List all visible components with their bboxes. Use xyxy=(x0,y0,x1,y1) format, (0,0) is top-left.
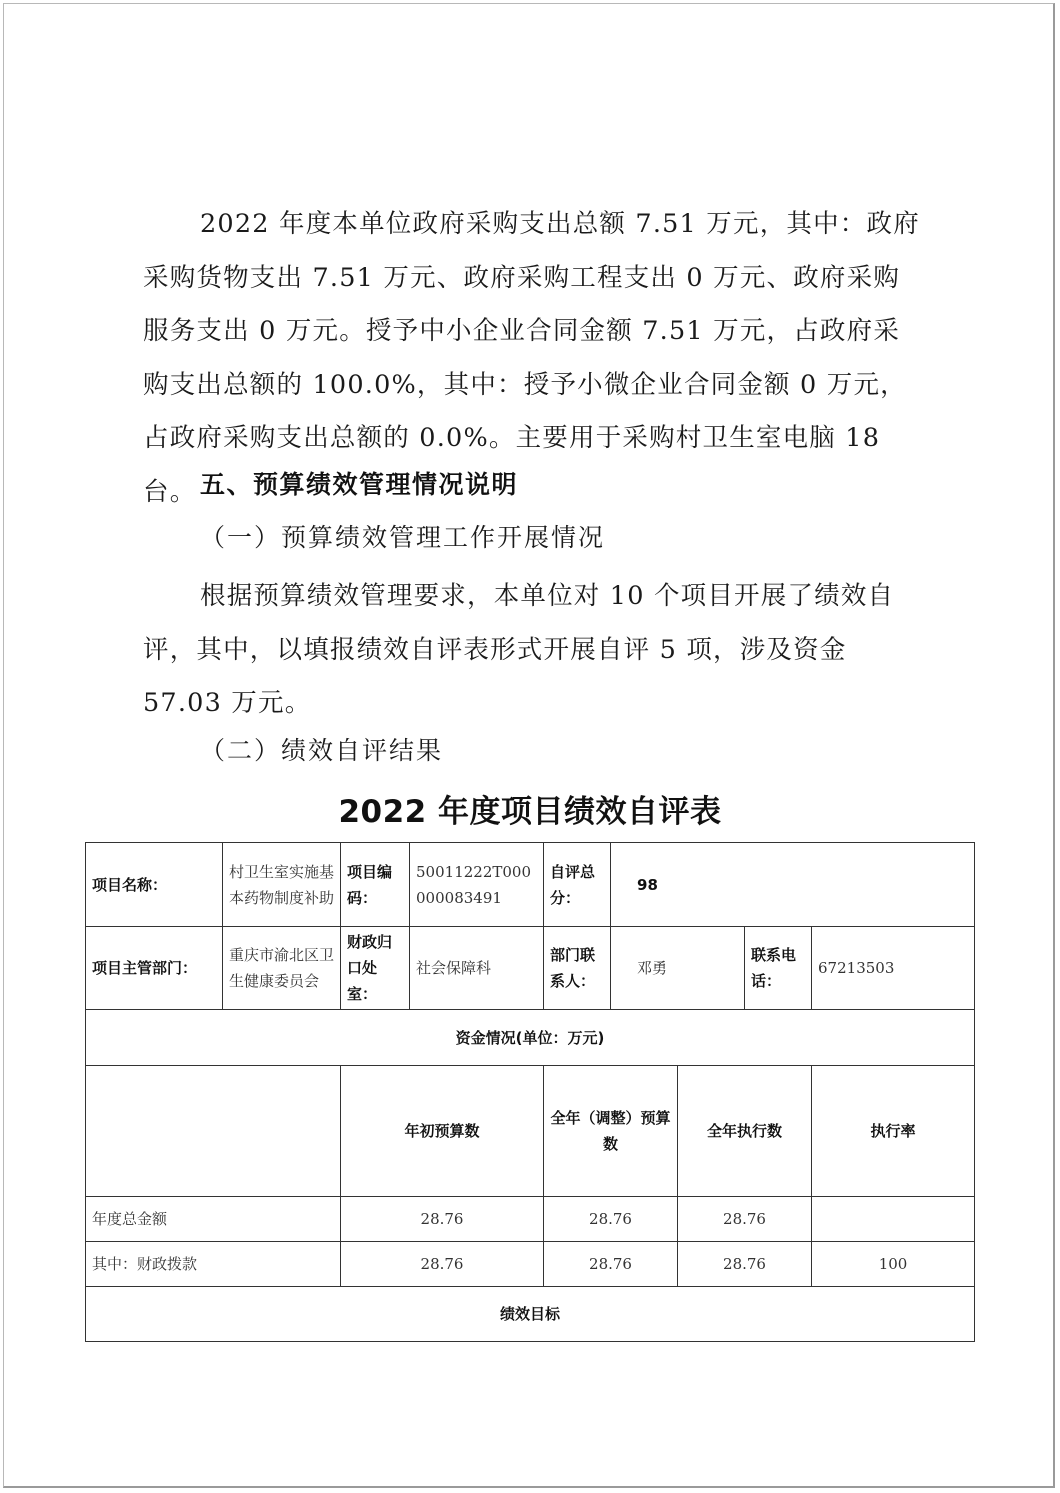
table-row xyxy=(86,1197,975,1242)
initial-budget-cell: 28.76 xyxy=(341,1242,544,1287)
project-name-value: 村卫生室实施基本药物制度补助 xyxy=(223,843,341,927)
dept-value: 重庆市渝北区卫生健康委员会 xyxy=(223,927,341,1010)
table-row xyxy=(86,843,975,927)
funds-heading: 资金情况(单位：万元) xyxy=(86,1010,975,1066)
contact-value: 邓勇 xyxy=(611,927,745,1010)
performance-table xyxy=(85,842,975,1342)
phone-label: 联系电话： xyxy=(745,927,812,1010)
self-score-value: 98 xyxy=(611,843,975,927)
table-title: 2022 年度项目绩效自评表 xyxy=(338,794,722,830)
adjusted-budget-cell: 28.76 xyxy=(544,1242,678,1287)
adjusted-budget-cell: 28.76 xyxy=(544,1197,678,1242)
project-code-label: 项目编码： xyxy=(341,843,410,927)
col-initial-budget: 年初预算数 xyxy=(341,1066,544,1197)
col-exec-rate: 执行率 xyxy=(812,1066,975,1197)
phone-value: 67213503 xyxy=(812,927,975,1010)
evaluation-paragraph: 根据预算绩效管理要求，本单位对 10 个项目开展了绩效自评，其中，以填报绩效自评表形式开展自评 5 项，涉及资金 57.03 万元。 xyxy=(143,581,895,718)
table-row xyxy=(86,927,975,1010)
exec-rate-cell xyxy=(812,1197,975,1242)
goals-heading: 绩效目标 xyxy=(86,1287,975,1342)
subsection-heading-2: （二）绩效自评结果 xyxy=(200,736,444,765)
col-executed: 全年执行数 xyxy=(678,1066,812,1197)
row-label: 年度总金额 xyxy=(86,1197,341,1242)
contact-label: 部门联系人： xyxy=(544,927,611,1010)
executed-cell: 28.76 xyxy=(678,1197,812,1242)
subsection-heading-1: （一）预算绩效管理工作开展情况 xyxy=(200,523,606,552)
empty-header-cell xyxy=(86,1066,341,1197)
table-header-row xyxy=(86,1066,975,1197)
finance-office-value: 社会保障科 xyxy=(410,927,544,1010)
dept-label: 项目主管部门： xyxy=(86,927,223,1010)
exec-rate-cell: 100 xyxy=(812,1242,975,1287)
col-adjusted-budget: 全年（调整）预算数 xyxy=(544,1066,678,1197)
row-label: 其中：财政拨款 xyxy=(86,1242,341,1287)
project-name-label: 项目名称： xyxy=(86,843,223,927)
self-score-label: 自评总分： xyxy=(544,843,611,927)
project-code-value: 50011222T000000083491 xyxy=(410,843,544,927)
table-row xyxy=(86,1287,975,1342)
table-row xyxy=(86,1010,975,1066)
executed-cell: 28.76 xyxy=(678,1242,812,1287)
section-heading: 五、预算绩效管理情况说明 xyxy=(200,470,519,499)
table-row xyxy=(86,1242,975,1287)
initial-budget-cell: 28.76 xyxy=(341,1197,544,1242)
finance-office-label: 财政归口处室： xyxy=(341,927,410,1010)
procurement-paragraph: 2022 年度本单位政府采购支出总额 7.51 万元，其中：政府采购货物支出 7.51 万元、政府采购工程支出 0 万元、政府采购服务支出 0 万元。授予中小企业合同金额 7.51 万元，占政府采购支出总额的 100.0%，其中：授予小微企业合同金额 0 万元，占政府采购支出总额的 0.0%。主要用于采购村卫生室电脑 18 台。 xyxy=(143,209,920,507)
